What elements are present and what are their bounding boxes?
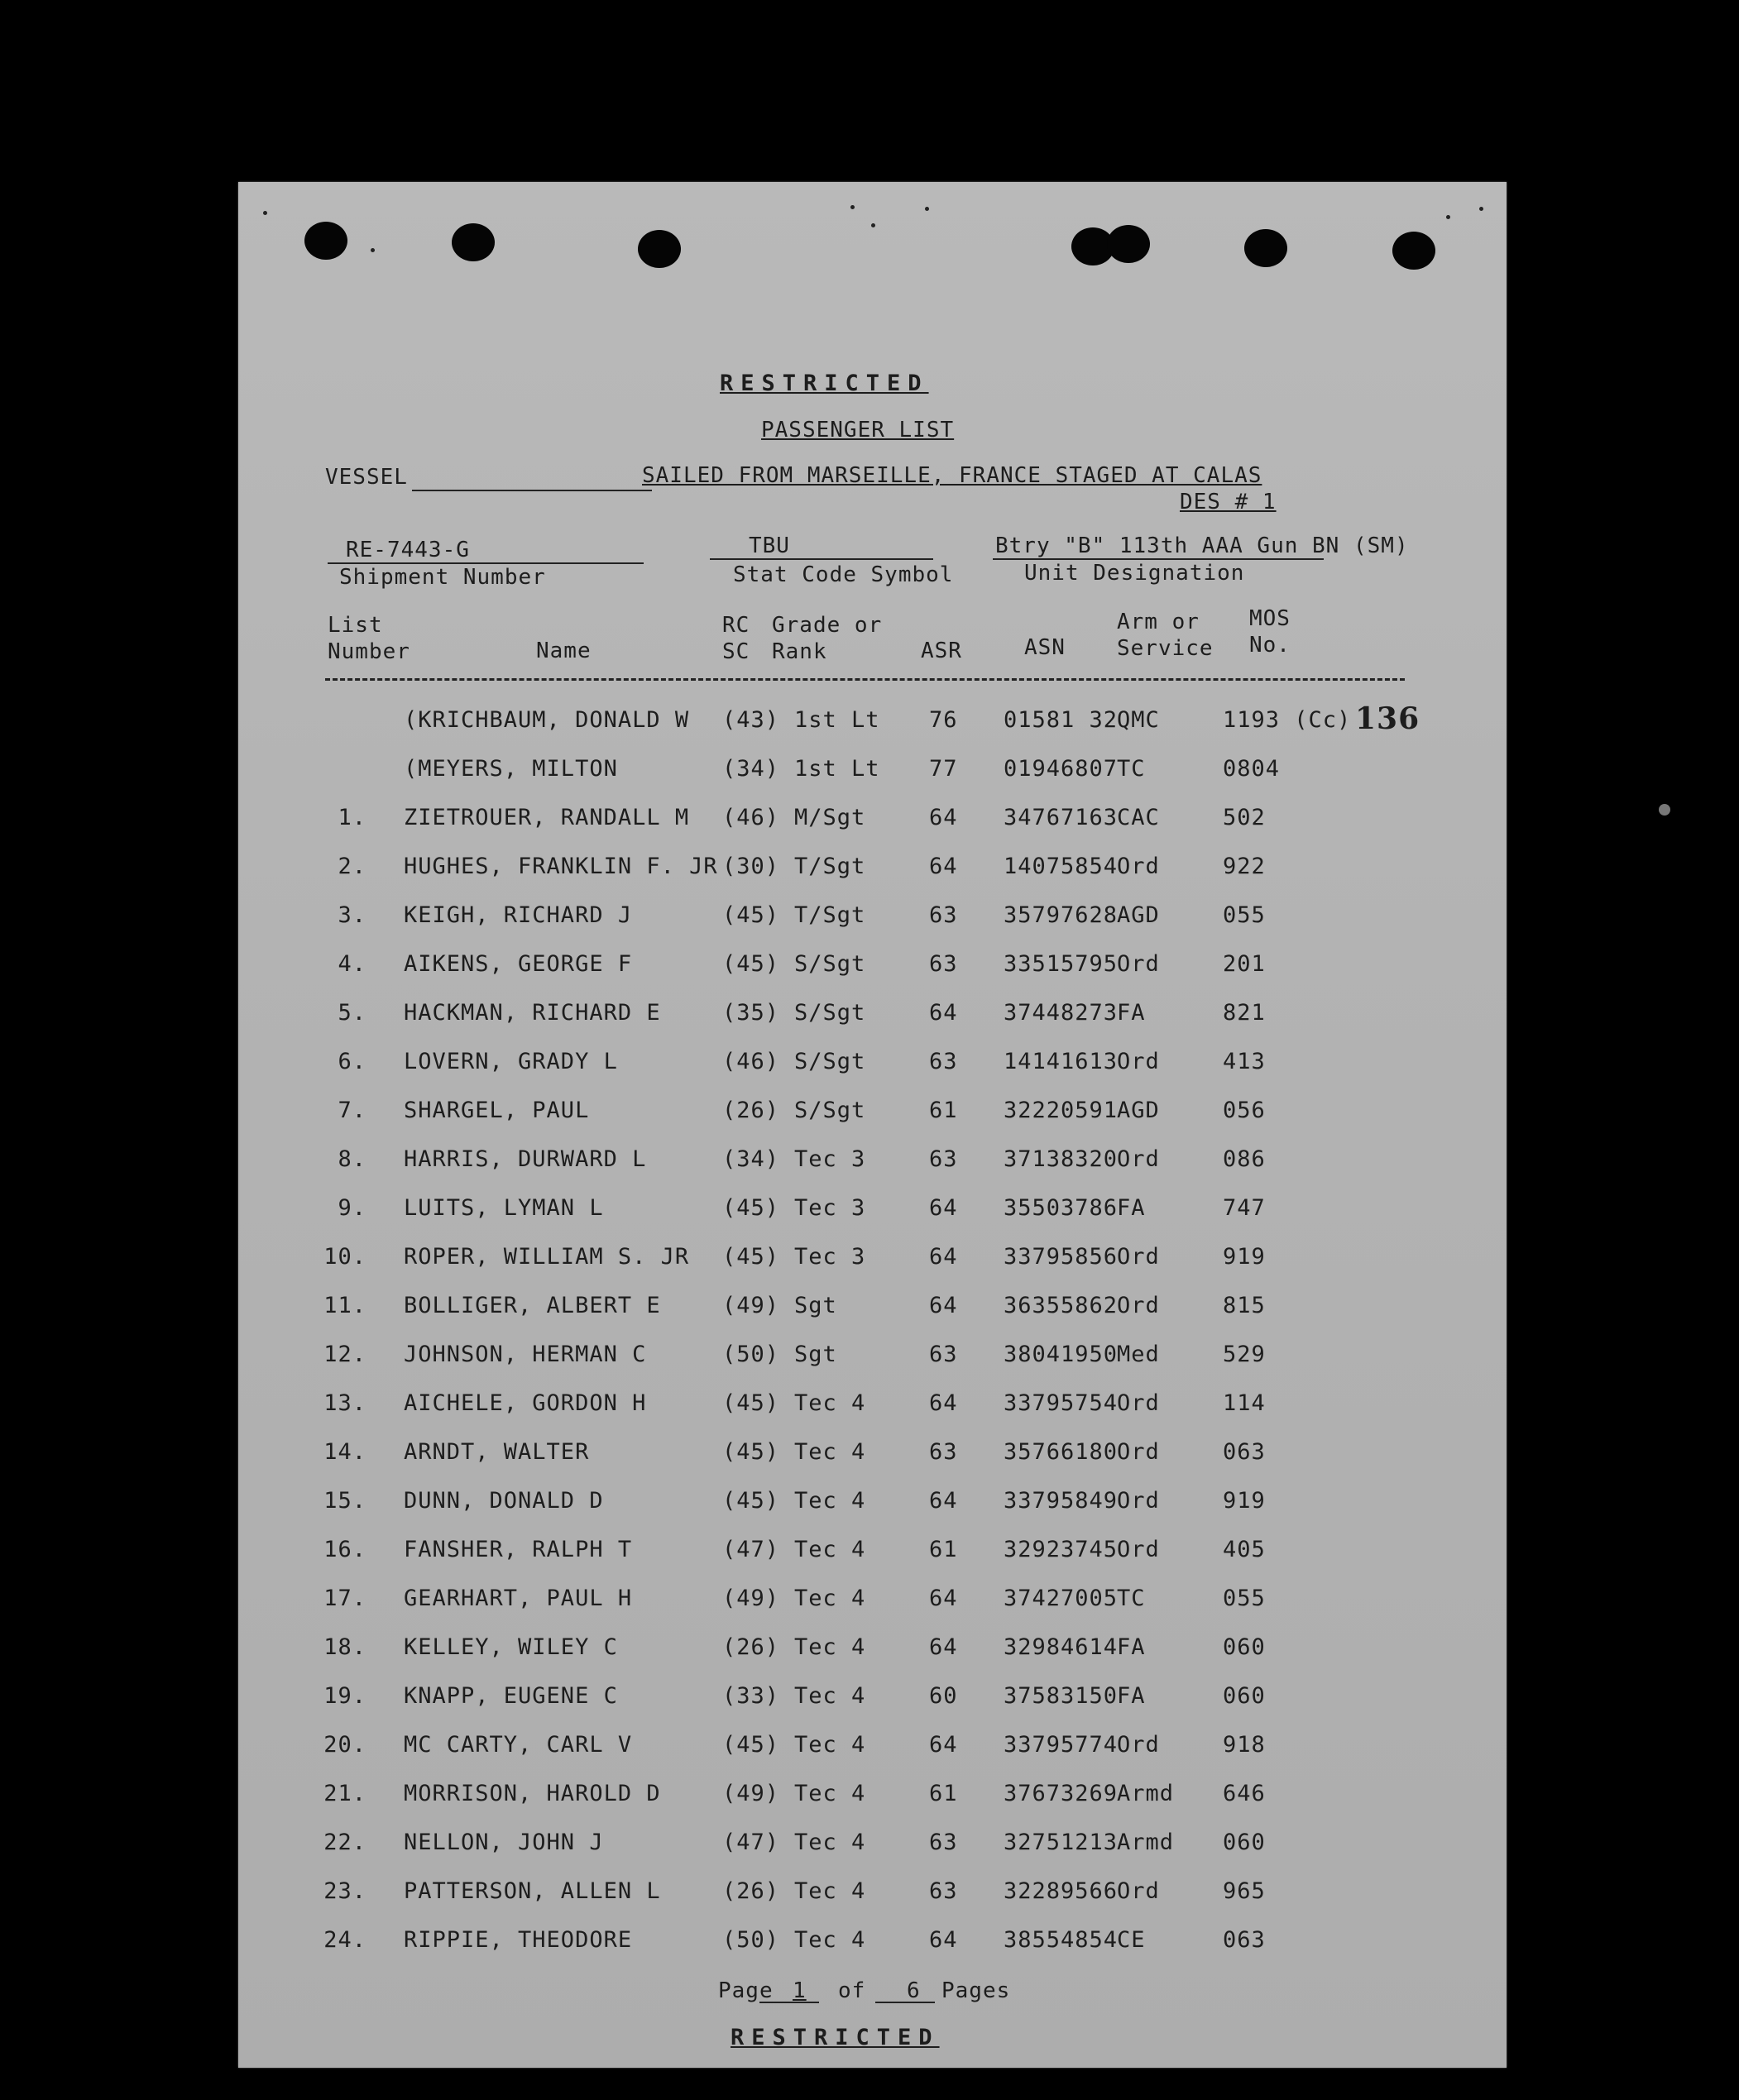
row-arm-service: Ord xyxy=(1117,1244,1160,1270)
page-label: Page xyxy=(718,1978,774,2003)
unit-designation-label: Unit Designation xyxy=(1024,561,1245,586)
row-asr: 63 xyxy=(929,951,958,977)
row-arm-service: Ord xyxy=(1117,1146,1160,1172)
row-list-number: 2. xyxy=(338,854,366,879)
row-asn: 33795849 xyxy=(1004,1488,1119,1514)
row-list-number: 24. xyxy=(323,1927,366,1953)
row-name: MC CARTY, CARL V xyxy=(404,1732,633,1758)
pages-label: Pages xyxy=(941,1978,1011,2003)
row-rc-sc: (45) xyxy=(722,1732,780,1758)
row-list-number: 16. xyxy=(323,1537,366,1562)
row-arm-service: AGD xyxy=(1117,902,1160,928)
row-grade: S/Sgt xyxy=(794,951,866,977)
page-number-underline xyxy=(759,2002,819,2003)
row-mos: 114 xyxy=(1223,1390,1266,1416)
row-asr: 63 xyxy=(929,1830,958,1855)
row-name: SHARGEL, PAUL xyxy=(404,1098,590,1123)
row-grade: Tec 4 xyxy=(794,1781,866,1806)
row-arm-service: Ord xyxy=(1117,951,1160,977)
row-name: AICHELE, GORDON H xyxy=(404,1390,647,1416)
col-name: Name xyxy=(536,639,592,663)
row-arm-service: Ord xyxy=(1117,1878,1160,1904)
row-name: KNAPP, EUGENE C xyxy=(404,1683,618,1709)
row-asn: 38041950 xyxy=(1004,1342,1119,1367)
row-rc-sc: (33) xyxy=(722,1683,780,1709)
row-grade: Tec 4 xyxy=(794,1878,866,1904)
row-rc-sc: (50) xyxy=(722,1927,780,1953)
row-list-number: 22. xyxy=(323,1830,366,1855)
row-rc-sc: (45) xyxy=(722,902,780,928)
row-asn: 32289566 xyxy=(1004,1878,1119,1904)
restricted-footer: RESTRICTED xyxy=(731,2025,940,2050)
row-mos: 405 xyxy=(1223,1537,1266,1562)
paper-speck xyxy=(1479,207,1483,211)
row-list-number: 11. xyxy=(323,1293,366,1318)
row-grade: Tec 4 xyxy=(794,1634,866,1660)
row-list-number: 4. xyxy=(338,951,366,977)
row-name: HARRIS, DURWARD L xyxy=(404,1146,647,1172)
row-asn: 32220591 xyxy=(1004,1098,1119,1123)
row-asn: 35503786 xyxy=(1004,1195,1119,1221)
shipment-number: RE-7443-G xyxy=(346,538,470,562)
vessel-underline xyxy=(412,490,652,491)
row-asn: 32984614 xyxy=(1004,1634,1119,1660)
row-mos: 413 xyxy=(1223,1049,1266,1074)
row-mos: 502 xyxy=(1223,805,1266,830)
row-list-number: 23. xyxy=(323,1878,366,1904)
col-arm-service: Arm or Service xyxy=(1117,610,1214,661)
row-asr: 61 xyxy=(929,1537,958,1562)
row-mos: 086 xyxy=(1223,1146,1266,1172)
row-asr: 64 xyxy=(929,1634,958,1660)
row-asn: 34767163 xyxy=(1004,805,1119,830)
row-mos: 055 xyxy=(1223,1586,1266,1611)
row-list-number: 5. xyxy=(338,1000,366,1026)
row-mos: 1193 (Cc) xyxy=(1223,707,1352,733)
row-rc-sc: (45) xyxy=(722,1390,780,1416)
row-arm-service: TC xyxy=(1117,1586,1146,1611)
row-asn: 32923745 xyxy=(1004,1537,1119,1562)
total-pages-underline xyxy=(875,2002,935,2003)
row-grade: Tec 3 xyxy=(794,1146,866,1172)
row-name: DUNN, DONALD D xyxy=(404,1488,604,1514)
row-grade: 1st Lt xyxy=(794,707,880,733)
row-arm-service: Armd xyxy=(1117,1830,1175,1855)
row-mos: 965 xyxy=(1223,1878,1266,1904)
row-name: RIPPIE, THEODORE xyxy=(404,1927,633,1953)
row-grade: 1st Lt xyxy=(794,756,880,782)
row-grade: Tec 4 xyxy=(794,1439,866,1465)
shipment-number-label: Shipment Number xyxy=(339,565,546,590)
row-asn: 37583150 xyxy=(1004,1683,1119,1709)
row-list-number: 9. xyxy=(338,1195,366,1221)
row-mos: 0804 xyxy=(1223,756,1281,782)
row-asr: 64 xyxy=(929,1732,958,1758)
row-grade: Tec 4 xyxy=(794,1683,866,1709)
row-rc-sc: (45) xyxy=(722,1488,780,1514)
row-mos: 529 xyxy=(1223,1342,1266,1367)
row-arm-service: TC xyxy=(1117,756,1146,782)
row-mos: 922 xyxy=(1223,854,1266,879)
row-rc-sc: (30) xyxy=(722,854,780,879)
row-grade: Tec 4 xyxy=(794,1488,866,1514)
row-grade: T/Sgt xyxy=(794,902,866,928)
row-rc-sc: (35) xyxy=(722,1000,780,1026)
row-asr: 60 xyxy=(929,1683,958,1709)
row-asn: 33795754 xyxy=(1004,1390,1119,1416)
row-rc-sc: (47) xyxy=(722,1830,780,1855)
des-number: DES # 1 xyxy=(1180,490,1277,514)
row-mos: 919 xyxy=(1223,1488,1266,1514)
row-asn: 33515795 xyxy=(1004,951,1119,977)
row-arm-service: Ord xyxy=(1117,854,1160,879)
row-list-number: 3. xyxy=(338,902,366,928)
row-rc-sc: (26) xyxy=(722,1878,780,1904)
row-asr: 64 xyxy=(929,805,958,830)
row-rc-sc: (43) xyxy=(722,707,780,733)
row-arm-service: QMC xyxy=(1117,707,1160,733)
row-name: NELLON, JOHN J xyxy=(404,1830,604,1855)
col-rc-sc: RC SC xyxy=(722,613,750,664)
row-asr: 63 xyxy=(929,1342,958,1367)
row-grade: M/Sgt xyxy=(794,805,866,830)
row-grade: S/Sgt xyxy=(794,1049,866,1074)
row-name: MORRISON, HAROLD D xyxy=(404,1781,661,1806)
punch-hole xyxy=(1107,225,1150,263)
row-mos: 821 xyxy=(1223,1000,1266,1026)
row-rc-sc: (45) xyxy=(722,1195,780,1221)
row-grade: S/Sgt xyxy=(794,1000,866,1026)
punch-hole xyxy=(304,222,347,260)
document-page xyxy=(238,182,1507,2068)
row-asn: 33795774 xyxy=(1004,1732,1119,1758)
row-asr: 61 xyxy=(929,1098,958,1123)
row-asr: 64 xyxy=(929,1244,958,1270)
row-asr: 63 xyxy=(929,902,958,928)
row-name: KELLEY, WILEY C xyxy=(404,1634,618,1660)
row-rc-sc: (50) xyxy=(722,1342,780,1367)
row-grade: Tec 3 xyxy=(794,1244,866,1270)
row-list-number: 17. xyxy=(323,1586,366,1611)
row-arm-service: Ord xyxy=(1117,1439,1160,1465)
row-list-number: 12. xyxy=(323,1342,366,1367)
row-asr: 64 xyxy=(929,1488,958,1514)
row-mos: 063 xyxy=(1223,1927,1266,1953)
row-name: LOVERN, GRADY L xyxy=(404,1049,618,1074)
row-name: LUITS, LYMAN L xyxy=(404,1195,604,1221)
row-grade: Tec 3 xyxy=(794,1195,866,1221)
row-asn: 36355862 xyxy=(1004,1293,1119,1318)
row-name: JOHNSON, HERMAN C xyxy=(404,1342,647,1367)
row-arm-service: Ord xyxy=(1117,1488,1160,1514)
row-list-number: 19. xyxy=(323,1683,366,1709)
row-grade: S/Sgt xyxy=(794,1098,866,1123)
row-arm-service: Ord xyxy=(1117,1537,1160,1562)
row-asr: 64 xyxy=(929,1586,958,1611)
row-rc-sc: (45) xyxy=(722,1439,780,1465)
row-asn: 32751213 xyxy=(1004,1830,1119,1855)
row-rc-sc: (49) xyxy=(722,1781,780,1806)
col-asn: ASN xyxy=(1024,635,1066,660)
row-name: GEARHART, PAUL H xyxy=(404,1586,633,1611)
row-list-number: 7. xyxy=(338,1098,366,1123)
row-rc-sc: (46) xyxy=(722,805,780,830)
row-grade: T/Sgt xyxy=(794,854,866,879)
row-list-number: 6. xyxy=(338,1049,366,1074)
stat-code: TBU xyxy=(749,533,790,558)
punch-hole xyxy=(1244,229,1287,267)
row-rc-sc: (26) xyxy=(722,1634,780,1660)
row-mos: 056 xyxy=(1223,1098,1266,1123)
row-mos: 201 xyxy=(1223,951,1266,977)
row-arm-service: Med xyxy=(1117,1342,1160,1367)
vessel-label: VESSEL xyxy=(325,465,408,490)
row-name: HACKMAN, RICHARD E xyxy=(404,1000,661,1026)
unit-designation: Btry "B" 113th AAA Gun BN (SM) xyxy=(995,533,1409,558)
row-rc-sc: (45) xyxy=(722,951,780,977)
total-pages: 6 xyxy=(907,1978,921,2003)
paper-speck xyxy=(1446,215,1450,219)
row-arm-service: FA xyxy=(1117,1683,1146,1709)
row-asn: 35797628 xyxy=(1004,902,1119,928)
row-list-number: 18. xyxy=(323,1634,366,1660)
row-asr: 64 xyxy=(929,1293,958,1318)
row-asr: 64 xyxy=(929,1390,958,1416)
row-mos: 060 xyxy=(1223,1683,1266,1709)
col-mos: MOS No. xyxy=(1249,606,1291,658)
row-mos: 919 xyxy=(1223,1244,1266,1270)
header-rule xyxy=(325,678,1405,681)
col-asr: ASR xyxy=(921,639,962,663)
row-list-number: 13. xyxy=(323,1390,366,1416)
row-grade: Tec 4 xyxy=(794,1537,866,1562)
row-asn: 37427005 xyxy=(1004,1586,1119,1611)
punch-hole xyxy=(452,223,495,261)
row-name: FANSHER, RALPH T xyxy=(404,1537,633,1562)
row-asr: 64 xyxy=(929,854,958,879)
page-number: 1 xyxy=(793,1978,807,2003)
row-asn: 14075854 xyxy=(1004,854,1119,879)
row-mos: 815 xyxy=(1223,1293,1266,1318)
row-rc-sc: (47) xyxy=(722,1537,780,1562)
row-rc-sc: (45) xyxy=(722,1244,780,1270)
col-list-number: List Number xyxy=(328,613,410,664)
row-name: ZIETROUER, RANDALL M xyxy=(404,805,690,830)
row-asr: 61 xyxy=(929,1781,958,1806)
punch-hole xyxy=(1392,232,1435,270)
stat-code-underline xyxy=(710,558,933,560)
row-list-number: 14. xyxy=(323,1439,366,1465)
stat-code-label: Stat Code Symbol xyxy=(733,562,954,587)
row-arm-service: Armd xyxy=(1117,1781,1175,1806)
row-rc-sc: (46) xyxy=(722,1049,780,1074)
row-asr: 76 xyxy=(929,707,958,733)
row-list-number: 8. xyxy=(338,1146,366,1172)
of-label: of xyxy=(838,1978,866,2003)
paper-speck xyxy=(925,207,929,211)
row-asr: 63 xyxy=(929,1049,958,1074)
row-asr: 64 xyxy=(929,1927,958,1953)
scan-speck xyxy=(1659,804,1670,816)
row-asn: 33795856 xyxy=(1004,1244,1119,1270)
row-grade: Tec 4 xyxy=(794,1390,866,1416)
row-mos: 060 xyxy=(1223,1634,1266,1660)
row-arm-service: CE xyxy=(1117,1927,1146,1953)
paper-speck xyxy=(871,223,875,227)
row-name: AIKENS, GEORGE F xyxy=(404,951,633,977)
row-asr: 77 xyxy=(929,756,958,782)
row-grade: Tec 4 xyxy=(794,1732,866,1758)
row-name: ROPER, WILLIAM S. JR xyxy=(404,1244,690,1270)
row-mos: 055 xyxy=(1223,902,1266,928)
row-name: KEIGH, RICHARD J xyxy=(404,902,633,928)
handwritten-number: 136 xyxy=(1355,701,1420,736)
row-rc-sc: (49) xyxy=(722,1586,780,1611)
row-asr: 64 xyxy=(929,1000,958,1026)
row-arm-service: Ord xyxy=(1117,1049,1160,1074)
row-mos: 063 xyxy=(1223,1439,1266,1465)
row-list-number: 10. xyxy=(323,1244,366,1270)
row-mos: 918 xyxy=(1223,1732,1266,1758)
row-asn: 14141613 xyxy=(1004,1049,1119,1074)
row-list-number: 21. xyxy=(323,1781,366,1806)
row-rc-sc: (26) xyxy=(722,1098,780,1123)
row-asn: 01946807 xyxy=(1004,756,1119,782)
row-asn: 38554854 xyxy=(1004,1927,1119,1953)
passenger-list-title: PASSENGER LIST xyxy=(761,418,955,442)
row-grade: Tec 4 xyxy=(794,1586,866,1611)
sailed-from-text: SAILED FROM MARSEILLE, FRANCE STAGED AT CALAS xyxy=(642,463,1262,488)
row-grade: Sgt xyxy=(794,1293,837,1318)
row-list-number: 15. xyxy=(323,1488,366,1514)
row-arm-service: FA xyxy=(1117,1195,1146,1221)
row-rc-sc: (49) xyxy=(722,1293,780,1318)
paper-speck xyxy=(371,248,375,252)
row-mos: 747 xyxy=(1223,1195,1266,1221)
row-list-number: 1. xyxy=(338,805,366,830)
row-asn: 37673269 xyxy=(1004,1781,1119,1806)
row-name: PATTERSON, ALLEN L xyxy=(404,1878,661,1904)
col-grade: Grade or Rank xyxy=(772,613,883,664)
row-asn: 37448273 xyxy=(1004,1000,1119,1026)
row-name: (MEYERS, MILTON xyxy=(404,756,618,782)
row-arm-service: Ord xyxy=(1117,1390,1160,1416)
row-asn: 35766180 xyxy=(1004,1439,1119,1465)
row-asr: 63 xyxy=(929,1146,958,1172)
row-arm-service: Ord xyxy=(1117,1293,1160,1318)
row-name: BOLLIGER, ALBERT E xyxy=(404,1293,661,1318)
punch-hole xyxy=(638,230,681,268)
row-grade: Sgt xyxy=(794,1342,837,1367)
row-mos: 060 xyxy=(1223,1830,1266,1855)
row-name: (KRICHBAUM, DONALD W xyxy=(404,707,690,733)
paper-speck xyxy=(263,211,267,215)
unit-underline xyxy=(993,558,1324,560)
row-asr: 64 xyxy=(929,1195,958,1221)
row-rc-sc: (34) xyxy=(722,1146,780,1172)
row-arm-service: FA xyxy=(1117,1634,1146,1660)
row-grade: Tec 4 xyxy=(794,1927,866,1953)
row-asn: 01581 32 xyxy=(1004,707,1119,733)
row-arm-service: FA xyxy=(1117,1000,1146,1026)
restricted-header: RESTRICTED xyxy=(720,371,929,396)
row-arm-service: CAC xyxy=(1117,805,1160,830)
paper-speck xyxy=(850,205,855,209)
row-asr: 63 xyxy=(929,1878,958,1904)
row-name: ARNDT, WALTER xyxy=(404,1439,590,1465)
row-list-number: 20. xyxy=(323,1732,366,1758)
row-asr: 63 xyxy=(929,1439,958,1465)
row-arm-service: AGD xyxy=(1117,1098,1160,1123)
row-grade: Tec 4 xyxy=(794,1830,866,1855)
row-name: HUGHES, FRANKLIN F. JR xyxy=(404,854,718,879)
row-mos: 646 xyxy=(1223,1781,1266,1806)
row-asn: 37138320 xyxy=(1004,1146,1119,1172)
row-rc-sc: (34) xyxy=(722,756,780,782)
row-arm-service: Ord xyxy=(1117,1732,1160,1758)
shipment-underline xyxy=(328,562,644,564)
